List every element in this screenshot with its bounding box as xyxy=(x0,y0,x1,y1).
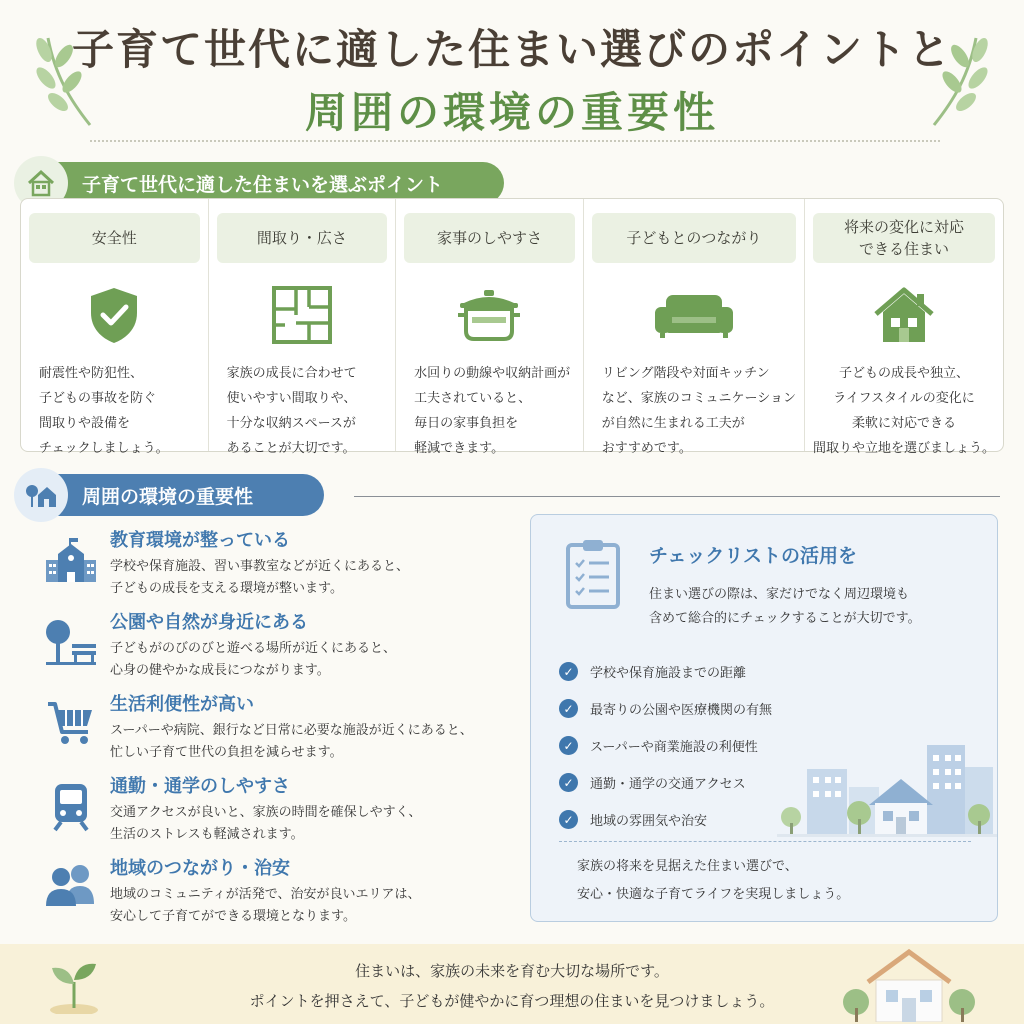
point-card-connection xyxy=(583,199,804,456)
checklist-title: チェックリストの活用を xyxy=(649,545,858,567)
item-desc: スーパーや病院、銀行など日常に必要な施設が近くにあると、 忙しい子育て世代の負担を減らせます。 xyxy=(110,723,473,760)
people-icon xyxy=(44,864,98,906)
point-title: 子どもとのつながり xyxy=(592,213,796,263)
item-desc: 交通アクセスが良いと、家族の時間を確保しやすく、 生活のストレスも軽減されます。 xyxy=(110,805,422,842)
checklist-item: ✓ 地域の雰囲気や治安 xyxy=(559,801,772,838)
section-2-header xyxy=(18,474,324,516)
shopping-cart-icon xyxy=(46,700,96,746)
title-line-2: 周囲の環境の重要性 xyxy=(304,88,719,137)
check-icon: ✓ xyxy=(559,699,578,718)
bottom-banner xyxy=(0,944,1024,1024)
point-title: 安全性 xyxy=(29,213,200,263)
checklist-item: ✓ 最寄りの公園や医療機関の有無 xyxy=(559,690,772,727)
point-card-layout xyxy=(208,199,396,456)
point-title: 間取り・広さ xyxy=(217,213,388,263)
title-divider xyxy=(90,140,940,142)
list-item xyxy=(32,772,532,854)
checklist-item: ✓ スーパーや商業施設の利便性 xyxy=(559,727,772,764)
check-icon: ✓ xyxy=(559,810,578,829)
point-desc: 耐震性や防犯性、 子どもの事故を防ぐ 間取りや設備を チェックしましょう。 xyxy=(39,366,169,456)
cooking-pot-icon xyxy=(456,287,522,343)
floorplan-icon xyxy=(271,285,333,345)
park-icon xyxy=(42,618,100,666)
train-icon xyxy=(51,782,91,832)
house-icon xyxy=(873,286,935,344)
checklist-item: ✓ 学校や保育施設までの距離 xyxy=(559,653,772,690)
point-desc: リビング階段や対面キッチン など、家族のコミュニケーション が自然に生まれる工夫が おすすめです。 xyxy=(601,366,796,456)
clipboard-icon xyxy=(565,537,621,609)
page-title xyxy=(0,22,1024,142)
item-title: 生活利便性が高い xyxy=(110,694,254,715)
section-2-divider xyxy=(354,496,1000,497)
school-icon xyxy=(44,536,98,584)
item-desc: 子どもがのびのびと遊べる場所が近くにあると、 心身の健やかな成長につながります。 xyxy=(110,641,397,678)
house-illustration-icon xyxy=(834,948,984,1022)
check-icon: ✓ xyxy=(559,773,578,792)
item-desc: 地域のコミュニティが活発で、治安が良いエリアは、 安心して子育てができる環境となります。 xyxy=(110,887,421,924)
section-2-title: 周囲の環境の重要性 xyxy=(82,485,254,508)
section-1-title: 子育て世代に適した住まいを選ぶポイント xyxy=(82,173,444,196)
checklist-footer: 家族の将来を見据えた住まい選びで、 安心・快適な子育てライフを実現しましょう。 xyxy=(577,859,850,902)
item-desc: 学校や保育施設、習い事教室などが近くにあると、 子どもの成長を支える環境が整います。 xyxy=(110,559,410,596)
point-card-housework xyxy=(395,199,583,456)
checklist-divider xyxy=(559,841,971,842)
point-desc: 子どもの成長や独立、 ライフスタイルの変化に 柔軟に対応できる 間取りや立地を選びましょう。 xyxy=(812,366,995,456)
checklist-box xyxy=(530,514,998,922)
checklist-item: ✓ 通勤・通学の交通アクセス xyxy=(559,764,772,801)
point-card-future xyxy=(804,199,1003,456)
item-title: 公園や自然が身近にある xyxy=(110,612,308,633)
item-title: 通勤・通学のしやすさ xyxy=(110,776,290,797)
banner-message: 住まいは、家族の未来を育む大切な場所です。 ポイントを押さえて、子どもが健やかに育つ理想の住まいを見つけましょう。 xyxy=(249,962,775,1010)
item-title: 地域のつながり・治安 xyxy=(110,858,290,879)
list-item xyxy=(32,526,532,608)
point-card-safety xyxy=(21,199,208,456)
item-title: 教育環境が整っている xyxy=(110,530,290,551)
sofa-icon xyxy=(652,291,736,339)
list-item xyxy=(32,690,532,772)
environment-list xyxy=(32,526,532,936)
list-item xyxy=(32,854,532,936)
point-title: 将来の変化に対応 できる住まい xyxy=(813,213,995,263)
checklist-lead: 住まい選びの際は、家だけでなく周辺環境も 含めて総合的にチェックすることが大切です。 xyxy=(649,587,921,626)
points-panel xyxy=(20,198,1004,456)
shield-check-icon xyxy=(87,285,141,345)
check-icon: ✓ xyxy=(559,662,578,681)
list-item xyxy=(32,608,532,690)
city-illustration-icon xyxy=(777,739,997,837)
title-line-1: 子育て世代に適した住まい選びのポイントと xyxy=(71,25,952,74)
point-desc: 家族の成長に合わせて 使いやすい間取りや、 十分な収納スペースが あることが大切です。 xyxy=(226,366,357,456)
checklist-items xyxy=(559,653,772,838)
houses-trees-icon xyxy=(14,468,68,522)
point-title: 家事のしやすさ xyxy=(404,213,575,263)
point-desc: 水回りの動線や収納計画が 工夫されていると、 毎日の家事負担を 軽減できます。 xyxy=(414,366,571,456)
check-icon: ✓ xyxy=(559,736,578,755)
